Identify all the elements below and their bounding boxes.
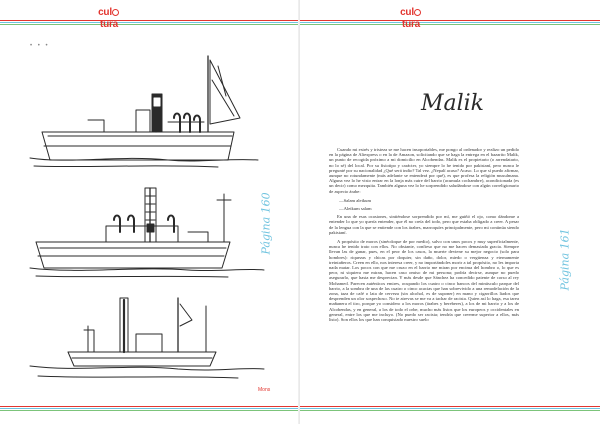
header-line-blue bbox=[300, 22, 600, 23]
header-line-green bbox=[300, 24, 600, 25]
page-number-right: Página 161 bbox=[558, 228, 572, 291]
footer-line-blue bbox=[300, 408, 600, 409]
dialogue-line: —Aleikum salam bbox=[339, 206, 372, 212]
paragraph: A propósito de moros (sinécdoque de por medio), salvo con unos pocos y muy superficialmente, nunca he tenido trato con ellos. No obstante, confieso que no me hacen demasiada gracia. Siempre llevan las de ganar, pues, en el peor de los casos, la muerte deviene su mejor negocio (solo para hombres): riquezas y chicas por doquier, sin daño, dolor, miedo o vergüenza y eternamente treintañeros. Creen en ello, nos interesa creer, y no importándoles morir a tal propósito, no les importa nada matar. Los pocos con que me cruzo en el barrio me miran por encima del hombro o, lo que es peor, ni siquiera me miran, hacen caso omiso de mi persona; podría decirse, aunque no puedo asegurarlo, que hasta me desprecian. Y más desde que Sánchez ha concedido patente de corso al rey Mohamed. Parecen auténticos emires, ocupando los cuatro o cinco bancos del minúsculo parque del barrio, a la sombra de una de las cuatro o cinco acacias que han sobrevivido a una remodelación de la zona, taza de café o lata de cerveza (sin alcohol, es de suponer) en mano y cigarrillos liados que desprenden un olor sospechoso. No te atrevas se me va a tachar de racista. Quien así lo haga, esa tarea mañanera el tiro, porque yo considero a los moros (árabes y bereberes), a los de mi barrio y a los de Alcobendas, y en general, a los de todo el orbe, mucho más listos que los europeos y occidentales en general, entre los que me incluyo. (No puedo ser racista; tendría que creerme superior a ellos, más listo). Son ellos los que han conquistado nuestro suelo bbox=[329, 239, 519, 323]
brand-logo bbox=[92, 7, 126, 30]
logo-text-left: cul bbox=[98, 7, 112, 18]
brand-logo bbox=[394, 7, 428, 30]
header-line-red bbox=[300, 20, 600, 21]
footer-line-blue bbox=[0, 408, 300, 409]
paragraph: Cuando mi estrés y tristeza se me hacen insoportables, me pongo al ordenador y realizo un pedido en la página de Aliexpress o en la de Amazon, solicitando que se haga la entrega en el bazarito Malik, un punto de recogida próximo a mi domicilio en Alcobendas. Malik es el propietario (o arrendatario, no lo sé) del local. Por su fisiotipo y carácter, yo siempre lo he tenido por pakistaní, pero nunca le pregunté por su nacionalidad ¿Qué será indio? Tal vez. ¿Nepalí acaso? Acaso. Lo que sí puedo afirmar, aunque no rotundamente (más adelante se entenderá por qué), es que profesa la religión musulmana. Alguna vez lo he visto entrar en la lonja más cutre del barrio (acumula cochambre), acondicionada (es un decir) como mezquita. También alguna vez lo he sorprendido saludándose con algún correligionario de aspecto árabe: bbox=[329, 147, 519, 194]
ships-drawing bbox=[28, 36, 266, 396]
decorative-dots: • • • bbox=[30, 43, 50, 49]
footer-line-red bbox=[300, 406, 600, 407]
footer-line-green bbox=[0, 410, 300, 411]
logo-o-icon bbox=[112, 9, 119, 16]
logo-text-right: tura bbox=[401, 19, 421, 30]
page-number-left: Página 160 bbox=[259, 192, 273, 255]
chapter-title: Malik bbox=[420, 91, 485, 116]
footer-line-red bbox=[0, 406, 300, 407]
header-line-green bbox=[0, 24, 300, 25]
illustration-caption: Mons bbox=[258, 387, 271, 393]
paragraph: En una de esas ocasiones, sintiéndose sorprendido por mí, me guiñó el ojo, como dándome a entender lo que yo quería entender, que él no creía del todo, pero que estaba obligado a creer. A pesar de la lengua con la que se entiende con los árabes, marroquíes principalmente, pero mi continúa siendo pakistaní. bbox=[329, 214, 519, 235]
logo-text-left: cul bbox=[400, 7, 414, 18]
ship-1 bbox=[30, 56, 258, 167]
header-line-red bbox=[0, 20, 300, 21]
dialogue-line: —Salam aleikum bbox=[339, 197, 372, 203]
ship-2 bbox=[30, 188, 264, 277]
ship-3 bbox=[30, 298, 264, 378]
article-body bbox=[329, 147, 519, 326]
footer-line-green bbox=[300, 410, 600, 411]
logo-text-right: tura bbox=[99, 19, 119, 30]
logo-o-icon bbox=[414, 9, 421, 16]
header-line-blue bbox=[0, 22, 300, 23]
